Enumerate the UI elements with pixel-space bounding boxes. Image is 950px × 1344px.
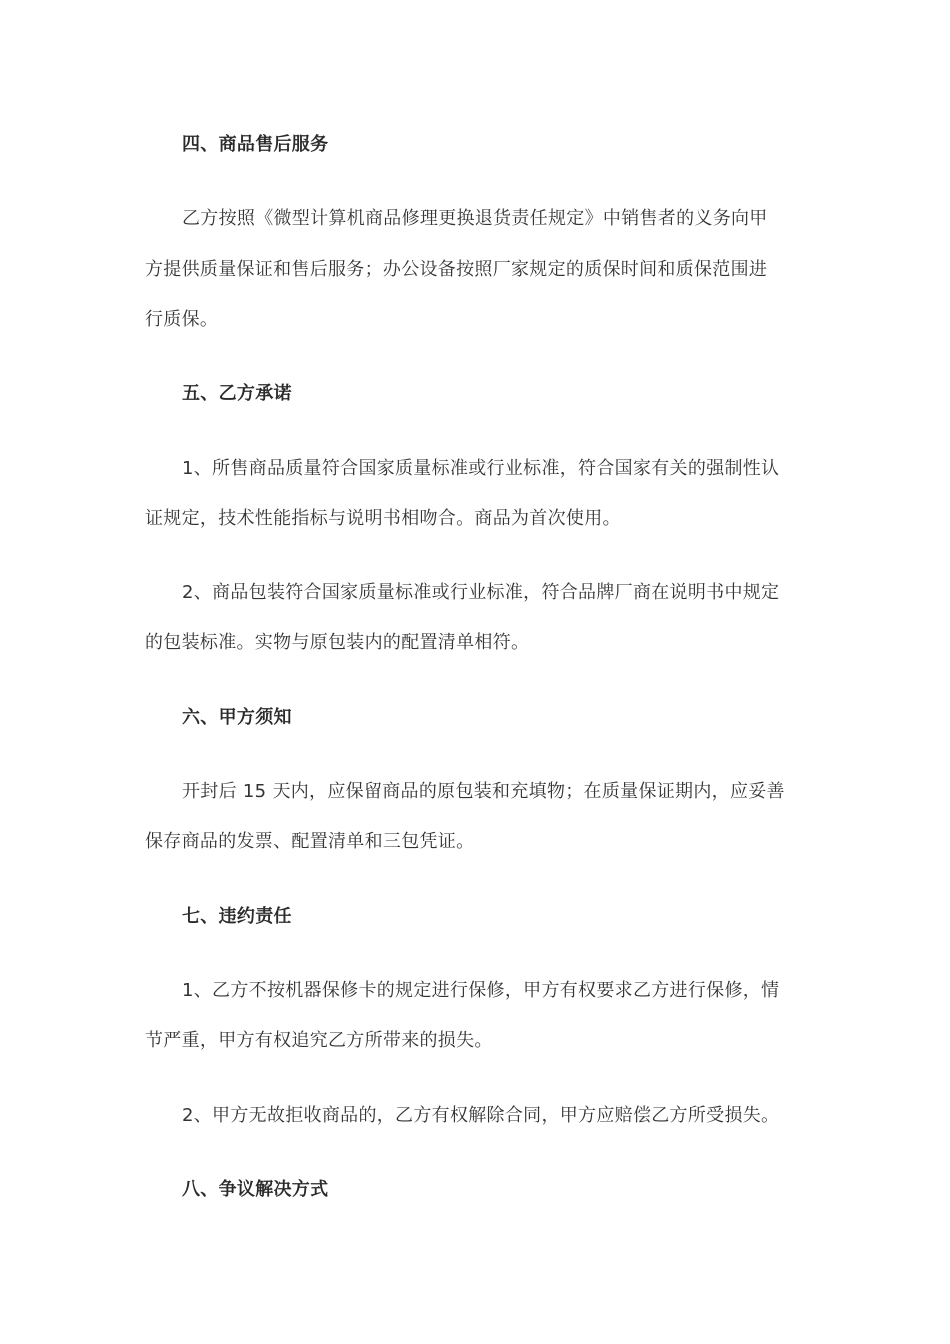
paragraph-line: 2、商品包装符合国家质量标准或行业标准，符合品牌厂商在说明书中规定 bbox=[182, 582, 780, 603]
paragraph-line: 2、甲方无故拒收商品的，乙方有权解除合同，甲方应赔偿乙方所受损失。 bbox=[182, 1105, 780, 1126]
paragraph-line: 节严重，甲方有权追究乙方所带来的损失。 bbox=[145, 1030, 493, 1051]
section-heading-buyer-notice: 六、甲方须知 bbox=[182, 707, 292, 728]
section-heading-dispute-resolution: 八、争议解决方式 bbox=[182, 1179, 329, 1200]
paragraph-line: 方提供质量保证和售后服务；办公设备按照厂家规定的质保时间和质保范围进 bbox=[145, 259, 768, 280]
paragraph-line: 乙方按照《微型计算机商品修理更换退货责任规定》中销售者的义务向甲 bbox=[182, 208, 768, 229]
section-heading-after-sales: 四、商品售后服务 bbox=[182, 134, 329, 155]
paragraph-line: 保存商品的发票、配置清单和三包凭证。 bbox=[145, 831, 475, 852]
paragraph-line: 行质保。 bbox=[145, 309, 219, 330]
paragraph-line: 的包装标准。实物与原包装内的配置清单相符。 bbox=[145, 632, 530, 653]
paragraph-line: 1、所售商品质量符合国家质量标准或行业标准，符合国家有关的强制性认 bbox=[182, 458, 780, 479]
paragraph-line: 1、乙方不按机器保修卡的规定进行保修，甲方有权要求乙方进行保修，情 bbox=[182, 980, 780, 1001]
section-heading-seller-commitment: 五、乙方承诺 bbox=[182, 383, 292, 404]
paragraph-line: 证规定，技术性能指标与说明书相吻合。商品为首次使用。 bbox=[145, 508, 621, 529]
paragraph-line: 开封后 15 天内，应保留商品的原包装和充填物；在质量保证期内，应妥善 bbox=[182, 781, 785, 802]
section-heading-liability: 七、违约责任 bbox=[182, 906, 292, 927]
